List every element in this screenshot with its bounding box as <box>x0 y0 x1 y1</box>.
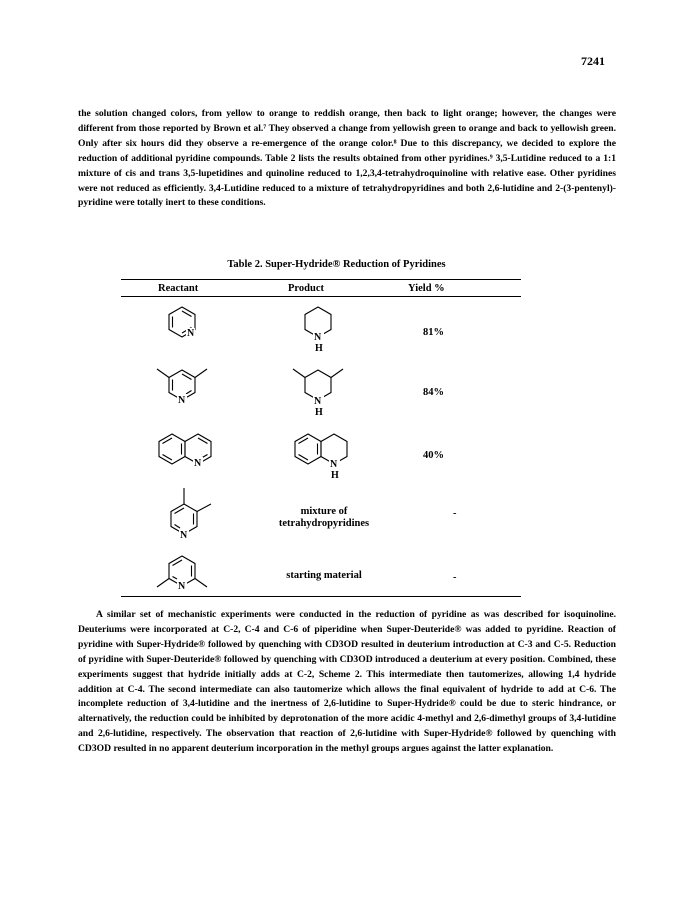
page-number: 7241 <box>581 54 605 68</box>
table-caption: Table 2. Super-Hydride® Reduction of Pyridines <box>227 259 446 270</box>
header-yield: Yield % <box>408 283 445 294</box>
lupetidine-structure <box>284 360 364 422</box>
atom-n: N <box>194 458 202 469</box>
product-text-row-4b: tetrahydropyridines <box>278 518 370 529</box>
body-paragraph-1: the solution changed colors, from yellow to orange to reddish orange, then back to light orange; however, the changes were different from those reported by Brown et al.⁷ They observed a change from yellowish green to orange and back to yellowish green. Only after six hours did they observe a re-emergence of the orange color.⁸ Due to this discrepancy, we decided to explore the reduction of additional pyridine compounds. Table 2 lists the results obtained from other pyridines.⁹ 3,5-Lutidine reduced to a 1:1 mixture of cis and trans 3,5-lupetidines and quinoline reduced to 1,2,3,4-tetrahydroquinoline with relative ease. Other pyridines were not reduced as efficiently. 3,4-Lutidine reduced to a mixture of tetrahydropyridines and both 2,6-lutidine and 2-(3-pentenyl)-pyridine were totally inert to these conditions. <box>78 108 616 209</box>
header-product: Product <box>288 283 324 294</box>
table-bottom-rule <box>121 596 521 597</box>
atom-n: N <box>178 581 186 592</box>
piperidine-structure <box>296 301 346 359</box>
atom-n: N <box>187 328 195 339</box>
atom-h: H <box>331 470 339 481</box>
table-top-rule <box>121 279 521 280</box>
table-header-rule <box>121 296 521 297</box>
yield-row-3: 40% <box>423 450 444 461</box>
atom-n: N <box>314 396 322 407</box>
yield-row-4: - <box>453 508 457 519</box>
atom-n: N <box>330 459 338 470</box>
product-text-row-5: starting material <box>286 570 362 581</box>
atom-n: N <box>178 395 186 406</box>
yield-row-1: 81% <box>423 327 444 338</box>
quinoline-structure <box>150 428 232 476</box>
atom-n: N <box>314 332 322 343</box>
lutidine-3-5-structure <box>148 360 228 412</box>
product-text-row-4a: mixture of <box>300 506 348 517</box>
pyridine-structure <box>160 301 220 351</box>
atom-n: N <box>180 530 188 541</box>
atom-h: H <box>315 407 323 418</box>
lutidine-2-6-structure <box>146 550 230 596</box>
atom-h: H <box>315 343 323 354</box>
yield-row-2: 84% <box>423 387 444 398</box>
body-paragraph-2: A similar set of mechanistic experiments were conducted in the reduction of pyridine as was described for isoquinoline. Deuteriums were incorporated at C-2, C-4 and C-6 of piperidine when Super-Deuteride® was added to pyridine. Reaction of pyridine with Super-Hydride® followed by quenching with CD3OD resulted in deuterium introduction at C-3 and C-5. Reduction of pyridine with Super-Deuteride® followed by quenching with CD3OD introduced a deuterium at every position. Combined, these experiments suggest that hydride initially adds at C-2, Scheme 2. This intermediate then tautomerizes, allowing 1,4 hydride addition at C-4. The second intermediate can also tautomerize which allows the final equivalent of hydride to add at C-6. The incomplete reduction of 3,4-lutidine and the inertness of 2,6-lutidine to Super-Hydride® could be due to steric hindrance, or alternatively, the reduction could be inhibited by deprotonation of the more acidic 4-methyl and 2,6-dimethyl groups of 3,4-lutidine and 2,6-lutidine, respectively. The observation that reaction of 2,6-lutidine with Super-Hydride® followed by quenching with CD3OD resulted in no apparent deuterium incorporation in the methyl groups argues against the latter explanation. <box>78 609 616 755</box>
yield-row-5: - <box>453 572 457 583</box>
tetrahydroquinoline-structure <box>286 428 368 486</box>
lutidine-3-4-structure <box>158 482 238 548</box>
header-reactant: Reactant <box>158 283 199 294</box>
